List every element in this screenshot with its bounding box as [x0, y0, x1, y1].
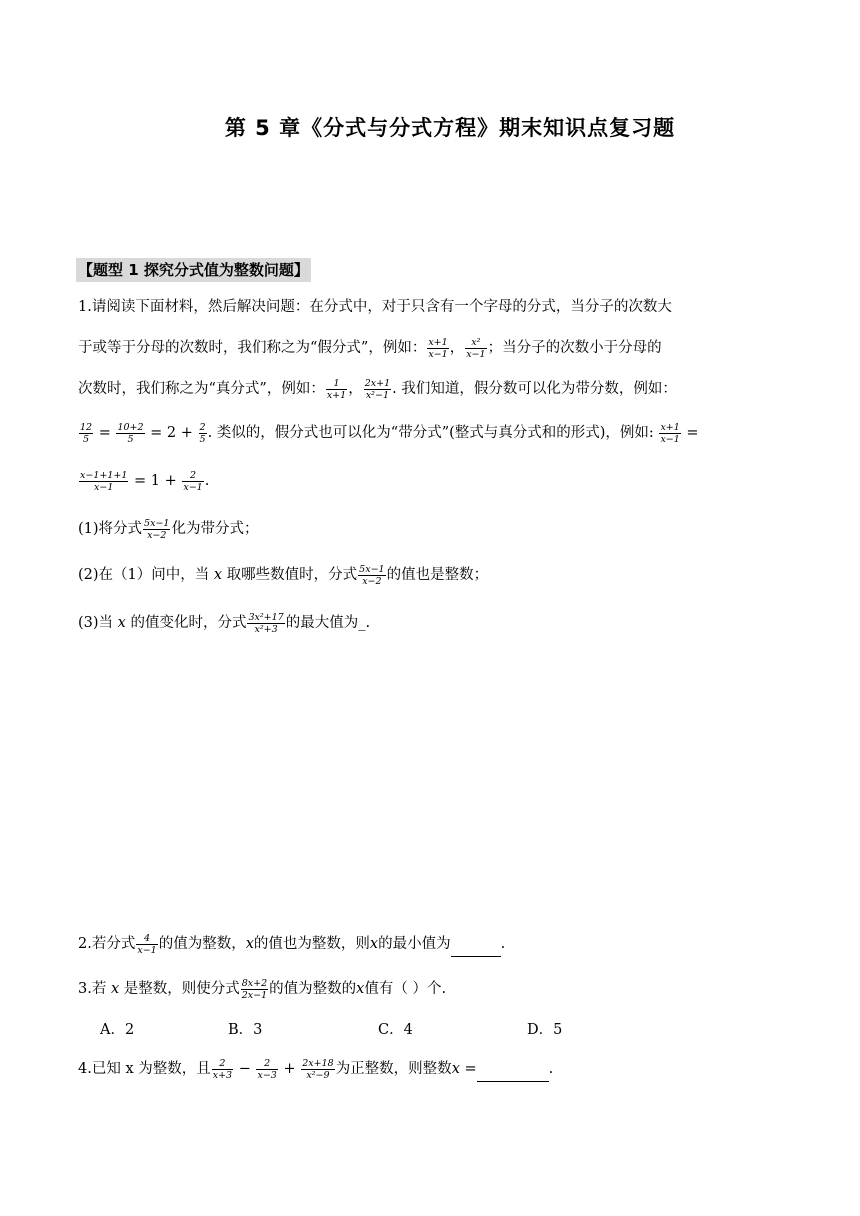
- q3-line: [78, 977, 446, 1001]
- q2-post: 的最小值为: [378, 936, 451, 952]
- q3-option-a[interactable]: A．2: [100, 1022, 135, 1038]
- q3-option-d[interactable]: D．5: [527, 1022, 563, 1038]
- fraction: $\frac{x-1+1+1}{x-1}$: [80, 469, 128, 493]
- q4-post: 为正整数，则整数: [335, 1061, 452, 1077]
- q1-line3: [78, 377, 677, 401]
- q3-option-b[interactable]: B．3: [228, 1022, 263, 1038]
- answer-blank[interactable]: [451, 932, 501, 957]
- q3-pre: 3.若: [78, 981, 107, 997]
- q1-line2-text: 于或等于分母的次数时，我们称之为“假分式”，例如：: [78, 340, 427, 356]
- q1-sub3-pre: (3)当: [78, 615, 114, 631]
- q1-sub1-post: 化为带分式；: [171, 521, 259, 537]
- q1-line2-tail: ；当分子的次数小于分母的: [487, 340, 662, 356]
- equals: =: [686, 425, 699, 441]
- fraction: $\frac{10+2}{5}$: [117, 421, 144, 445]
- q1-sub2-mid: 取哪些数值时，分式: [226, 567, 358, 583]
- q1-sub3: [78, 611, 370, 635]
- q1-line4-text: . 类似的，假分式也可以化为“带分式”(整式与真分式和的形式)，例如:: [207, 425, 654, 441]
- q2-mid2: 的值也为整数，则: [253, 936, 370, 952]
- q1-sub2: [78, 563, 488, 587]
- var-x: x: [213, 567, 223, 583]
- fraction: $\frac{2x+18}{\text{x²−9}}$: [302, 1057, 334, 1081]
- x-equals: x =: [451, 1061, 477, 1077]
- fraction: $\frac{5x-1}{x-2}$: [144, 517, 170, 541]
- var-x: x: [110, 981, 120, 997]
- q4-line: [78, 1057, 553, 1082]
- q2-end: .: [500, 936, 506, 952]
- fraction: $\frac{2}{5}$: [199, 421, 206, 445]
- q2-line: [78, 932, 505, 957]
- fraction: $\frac{8x+2}{2x-1}$: [241, 977, 268, 1001]
- q4-end: .: [548, 1061, 554, 1077]
- q3-post: 值有（ ）个.: [364, 981, 447, 997]
- q1-line1: 1.请阅读下面材料，然后解决问题：在分式中，对于只含有一个字母的分式，当分子的次数大: [78, 299, 672, 315]
- q1-sub3-post: 的最大值为_.: [285, 615, 371, 631]
- q1-sub2-post: 的值也是整数；: [386, 567, 489, 583]
- var-x: x: [369, 936, 379, 952]
- answer-blank[interactable]: [477, 1057, 549, 1082]
- fraction: $\frac{2x+1}{\text{x²−1}}$: [364, 377, 391, 401]
- q3-mid1: 是整数，则使分式: [123, 981, 240, 997]
- var-x: x: [245, 936, 254, 952]
- math-expr: = 1 +: [133, 473, 177, 489]
- q4-pre: 4.已知 x 为整数，且: [78, 1061, 211, 1077]
- plus-sign: +: [283, 1061, 296, 1077]
- math-expr: = 2 +: [150, 425, 193, 441]
- q1-sub1-pre: (1)将分式: [78, 521, 143, 537]
- equals: =: [98, 425, 111, 441]
- minus-sign: −: [238, 1061, 251, 1077]
- fraction: $\frac{1}{x+1}$: [326, 377, 347, 401]
- fraction: $\frac{\text{3x²+17}}{\text{x²+3}}$: [248, 611, 284, 635]
- q2-pre: 2.若分式: [78, 936, 136, 952]
- comma: ，: [348, 381, 363, 397]
- q2-mid1: 的值为整数，: [158, 936, 246, 952]
- q1-sub1: [78, 517, 258, 541]
- q1-sub3-mid: 的值变化时，分式: [130, 615, 247, 631]
- section-heading: 【题型 1 探究分式值为整数问题】: [76, 258, 311, 282]
- fraction: $\frac{4}{x-1}$: [137, 932, 157, 956]
- q1-line5: $\frac{x-1+1+1}{x-1}$ = 1 + $\frac{2}{x-1}$ .: [80, 469, 210, 493]
- page-title: 第 5 章《分式与分式方程》期末知识点复习题: [224, 116, 676, 140]
- fraction: $\frac{5x-1}{x-2}$: [359, 563, 385, 587]
- fraction: $\frac{x+1}{x-1}$: [660, 421, 680, 445]
- comma: ，: [449, 340, 465, 356]
- fraction: $\frac{2}{x-1}$: [183, 469, 203, 493]
- fraction: $\frac{2}{x+3}$: [212, 1057, 233, 1081]
- var-x: x: [117, 615, 126, 631]
- fraction: $\frac{12}{5}$: [80, 421, 93, 445]
- q1-line4: [78, 421, 699, 445]
- q3-option-c[interactable]: C．4: [378, 1022, 413, 1038]
- q1-line3-tail: . 我们知道，假分数可以化为带分数，例如：: [392, 381, 677, 397]
- q1-line2: [78, 336, 662, 360]
- var-x: x: [356, 981, 365, 997]
- fraction: $\frac{2}{x-3}$: [257, 1057, 277, 1081]
- fraction: $\frac{x+1}{x-1}$: [428, 336, 448, 360]
- q1-sub2-pre: (2)在（1）问中，当: [78, 567, 210, 583]
- q3-mid2: 的值为整数的: [269, 981, 357, 997]
- q1-line3-text: 次数时，我们称之为“真分式”，例如：: [78, 381, 325, 397]
- fraction: $\frac{\text{x²}}{x-1}$: [466, 336, 486, 360]
